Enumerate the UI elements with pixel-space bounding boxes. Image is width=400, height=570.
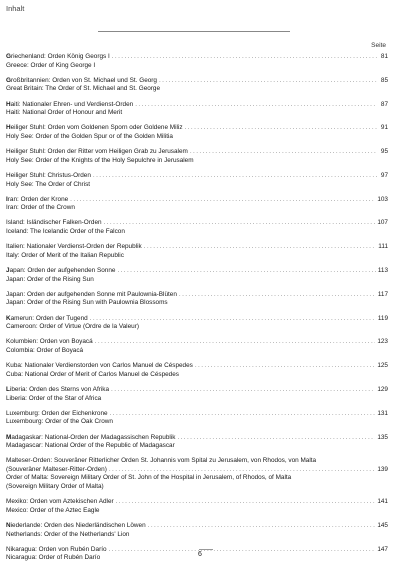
toc-entry-title xyxy=(6,267,115,276)
dot-leader xyxy=(135,101,377,110)
dot-leader xyxy=(185,124,377,133)
toc-entry-english-line: Iran: Order of the Crown xyxy=(6,204,75,212)
toc-entry-title xyxy=(6,386,109,395)
toc-entry-title-text: Island: Isländischer Falken-Orden xyxy=(6,219,102,227)
toc-entry-main-line xyxy=(6,172,388,181)
toc-entry-english-line: Japan: Order of the Rising Sun with Paulownia Blossoms xyxy=(6,299,168,307)
toc-entry-page: 141 xyxy=(377,498,388,506)
dot-leader xyxy=(144,243,377,252)
toc-entry-main-line xyxy=(6,77,388,86)
toc-entry-title-text: Mexiko: Orden vom Aztekischen Adler xyxy=(6,498,114,506)
toc-entry xyxy=(6,124,388,141)
toc-entry-main-line xyxy=(6,362,388,371)
toc-entry-title xyxy=(6,243,142,252)
toc-entry-initial: G xyxy=(6,53,11,60)
toc-entry-title-text: Kolumbien: Orden von Boyacá xyxy=(6,338,93,346)
toc-entry-title-text: aiti: Nationaler Ehren- und Verdienst-Orden xyxy=(10,100,134,108)
toc-entry xyxy=(6,434,388,451)
toc-entry-page: 81 xyxy=(380,53,388,60)
toc-entry-english-line: Italy: Order of Merit of the Italian Republic xyxy=(6,251,124,259)
toc-entry-title xyxy=(6,172,91,181)
toc-entry-main-line xyxy=(6,53,388,62)
footer-rule xyxy=(199,549,213,550)
toc-entry-title xyxy=(6,434,175,443)
toc-entry xyxy=(6,53,388,70)
dot-leader xyxy=(117,267,375,276)
header-title: Inhalt xyxy=(6,4,25,13)
column-header-page: Seite xyxy=(371,42,386,49)
toc-entry-english-line: Liberia: Order of the Star of Africa xyxy=(6,394,102,402)
dot-leader xyxy=(177,434,375,443)
toc-entry-main-line xyxy=(6,196,388,205)
toc-entry-english-line: Cuba: National Order of Merit of Carlos Manuel de Céspedes xyxy=(6,370,179,378)
toc-entry-main-line xyxy=(6,410,388,419)
toc-entry xyxy=(6,172,388,189)
toc-entry xyxy=(6,386,388,403)
toc-entry-main-line xyxy=(6,338,388,347)
toc-entry xyxy=(6,338,388,355)
header-rule xyxy=(98,31,290,32)
toc-entry-english-line: Greece: Order of King George I xyxy=(6,61,96,69)
toc-entry xyxy=(6,498,388,515)
toc-entry-title-text: eiliger Stuhl: Orden vom Goldenen Sporn oder Goldene Miliz xyxy=(10,124,183,132)
toc-entry-page: 95 xyxy=(380,148,388,156)
toc-entry-english-line: Cameroon: Order of Virtue (Ordre de la Valeur) xyxy=(6,323,139,331)
toc-entry-title-text: roßbritannien: Orden von St. Michael und St. Georg xyxy=(10,76,157,84)
toc-entry-main-line xyxy=(6,315,388,324)
toc-entry-initial: K xyxy=(6,314,11,322)
toc-entry-title xyxy=(6,101,133,110)
toc-entry-title xyxy=(6,410,108,419)
toc-entry xyxy=(6,196,388,213)
toc-entry-page: 117 xyxy=(377,290,388,298)
toc-entry-main-line xyxy=(6,386,388,395)
toc-entry-title xyxy=(6,77,157,86)
toc-entry-page: 123 xyxy=(377,338,388,346)
toc-entry-title xyxy=(6,53,110,62)
toc-entry-main-line xyxy=(6,148,388,157)
toc-entry-title xyxy=(6,522,146,531)
page-number: 6 xyxy=(198,551,202,558)
toc-entry-english-line: Madagascar: National Order of the Republic of Madagascar xyxy=(6,442,175,450)
toc-entry xyxy=(6,243,388,260)
toc-entry-english-line: Netherlands: Order of the Netherlands' Lion xyxy=(6,530,130,538)
toc-entry-main-line xyxy=(6,291,388,300)
toc-entry xyxy=(6,148,388,165)
toc-entry-title xyxy=(6,219,102,228)
toc-entry-title xyxy=(6,291,177,300)
toc-entry-main-line xyxy=(6,101,388,110)
dot-leader xyxy=(112,53,377,62)
toc-entry-initial: J xyxy=(6,267,10,275)
toc-entry-page: 135 xyxy=(377,433,388,441)
toc-entry xyxy=(6,219,388,236)
toc-entry-title xyxy=(6,362,193,371)
toc-entry-title xyxy=(6,196,68,205)
dot-leader xyxy=(95,338,376,347)
toc-entry-page: 125 xyxy=(377,362,388,370)
toc-entry-initial: N xyxy=(6,522,11,530)
toc-entry-main-line xyxy=(6,498,388,507)
toc-entry-main-line xyxy=(6,219,388,228)
dot-leader xyxy=(195,362,375,371)
toc-entry-page: 131 xyxy=(377,409,388,417)
dot-leader xyxy=(159,77,377,86)
toc-entry-title-text: apan: Orden der aufgehenden Sonne xyxy=(9,267,116,275)
toc-entry-english-line: Iceland: The Icelandic Order of the Falcon xyxy=(6,228,125,236)
toc-entry-english-line: Order of Malta: Sovereign Military Order of St. John of the Hospital in Jerusalem, of Rhodos, of Malta xyxy=(6,474,292,482)
toc-entry-english-line: Japan: Order of the Rising Sun xyxy=(6,275,94,283)
toc-entry-english-line: Great Britain: The Order of St. Michael and St. George xyxy=(6,85,161,93)
toc-entry-title xyxy=(6,315,88,324)
toc-entry-main-line xyxy=(6,124,388,133)
toc-entry xyxy=(6,101,388,118)
toc-entry xyxy=(6,362,388,379)
dot-leader xyxy=(70,196,375,205)
dot-leader xyxy=(190,148,377,157)
toc-entry-title-text: Nikaragua: Orden von Rubén Darío xyxy=(6,545,107,553)
toc-entry-initial: M xyxy=(6,433,12,441)
toc-entry-main-line xyxy=(6,243,388,252)
toc-entry-title-text: Italien: Nationaler Verdienst-Orden der Republik xyxy=(6,243,142,251)
dot-leader xyxy=(90,315,376,324)
toc-entry-title xyxy=(6,466,107,475)
toc-entry-title-text: iberia: Orden des Sterns von Afrika xyxy=(9,385,110,393)
toc-entry-title-text: iederlande: Orden des Niederländischen Löwen xyxy=(10,522,146,530)
toc-entry-page: 97 xyxy=(380,171,388,179)
dot-leader xyxy=(148,522,376,531)
toc-entry-english-line: Holy See: Order of the Knights of the Holy Sepulchre in Jerusalem xyxy=(6,156,194,164)
toc-entry-title-text: amerun: Orden der Tugend xyxy=(10,314,88,322)
toc-entry-page: 113 xyxy=(377,267,388,275)
toc-entry-page: 85 xyxy=(380,76,388,84)
toc-entry-title xyxy=(6,338,93,347)
toc-entry xyxy=(6,315,388,332)
toc-entry xyxy=(6,291,388,308)
toc-entry-title-text: Japan: Orden der aufgehenden Sonne mit Paulownia-Blüten xyxy=(6,290,177,298)
dot-leader xyxy=(110,410,376,419)
toc-entry-page: 91 xyxy=(380,124,388,132)
toc-entry-english-line: Luxembourg: Order of the Oak Crown xyxy=(6,418,113,426)
toc-entry-main-line xyxy=(6,522,388,531)
toc-entry-title xyxy=(6,148,188,157)
toc-entry-english-line: Mexico: Order of the Aztec Eagle xyxy=(6,506,100,514)
toc-entry-title-text: ran: Orden der Krone xyxy=(7,195,69,203)
toc-entry-title-text: Heiliger Stuhl: Orden der Ritter vom Heiligen Grab zu Jerusalem xyxy=(6,148,188,156)
toc-entry-title-text: Kuba: Nationaler Verdienstorden von Carlos Manuel de Céspedes xyxy=(6,362,193,370)
dot-leader xyxy=(179,291,376,300)
toc-entry-initial: G xyxy=(6,76,11,84)
toc-entry-title-text: Luxemburg: Orden der Eichenkrone xyxy=(6,409,108,417)
toc-entry-title xyxy=(6,498,114,507)
toc-entry-title-text: Heiliger Stuhl: Christus-Orden xyxy=(6,171,91,179)
toc-entry-main-line xyxy=(6,434,388,443)
dot-leader xyxy=(104,219,376,228)
toc-entry-english-line: Holy See: Order of the Golden Spur or of the Golden Militia xyxy=(6,132,173,140)
toc-entry-title-text: (Souveräner Malteser-Ritter-Orden) xyxy=(6,465,107,473)
toc-entry-title-text: riechenland: Orden König Georgs I xyxy=(10,53,110,60)
dot-leader xyxy=(93,172,377,181)
toc-entry-page: 111 xyxy=(378,243,388,251)
dot-leader xyxy=(111,386,375,395)
toc-entry-page: 147 xyxy=(377,545,388,553)
toc-entry-page: 145 xyxy=(377,522,388,530)
toc-entries xyxy=(6,53,388,570)
toc-entry-page: 103 xyxy=(377,195,388,203)
toc-entry-initial: H xyxy=(6,100,11,108)
toc-entry xyxy=(6,522,388,539)
toc-entry xyxy=(6,457,388,491)
toc-entry-title-text: adagaskar: National-Orden der Madagassischen Republik xyxy=(11,433,176,441)
toc-entry-initial: I xyxy=(6,195,8,203)
toc-entry-page: 87 xyxy=(380,100,388,108)
toc-entry-main-line xyxy=(6,267,388,276)
toc-entry-english-line: Holy See: The Order of Christ xyxy=(6,180,91,188)
toc-entry-initial: L xyxy=(6,385,10,393)
toc-entry xyxy=(6,267,388,284)
toc-entry-english-line: (Sovereign Military Order of Malta) xyxy=(6,483,104,491)
toc-entry-german-line: Malteser-Orden: Souveräner Ritterlicher Orden St. Johannis vom Spital zu Jerusalem, von Rhodos, von Malta xyxy=(6,457,317,465)
toc-entry-english-line: Nicaragua: Order of Rubén Darío xyxy=(6,554,101,562)
dot-leader xyxy=(116,498,376,507)
toc-entry-page: 119 xyxy=(377,314,388,322)
toc-entry-initial: H xyxy=(6,124,11,132)
toc-entry-title xyxy=(6,124,183,133)
toc-entry-page: 129 xyxy=(377,385,388,393)
toc-entry-page: 139 xyxy=(377,465,388,473)
toc-entry-english-line: Haiti: National Order of Honour and Merit xyxy=(6,109,123,117)
toc-entry-english-line: Colombia: Order of Boyacá xyxy=(6,346,84,354)
dot-leader xyxy=(109,466,375,475)
toc-entry xyxy=(6,410,388,427)
toc-entry-page: 107 xyxy=(377,219,388,227)
toc-entry xyxy=(6,77,388,94)
toc-entry-main-line xyxy=(6,466,388,475)
